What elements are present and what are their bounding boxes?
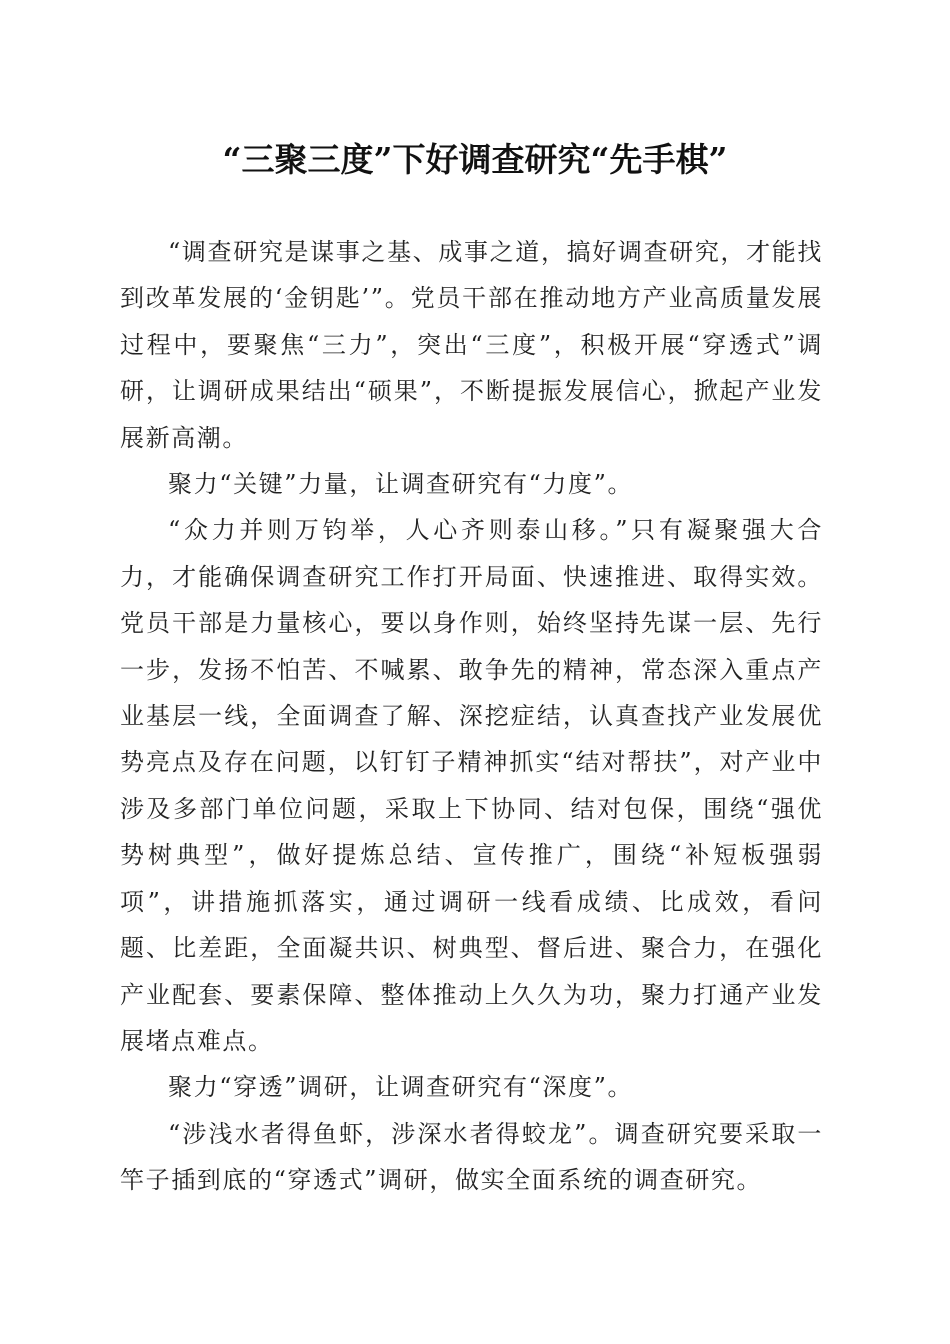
paragraph-intro: “调查研究是谋事之基、成事之道，搞好调查研究，才能找到改革发展的‘金钥匙’”。党员干部在推动地方产业高质量发展过程中，要聚焦“三力”，突出“三度”，积极开展“穿透式”调研，让调研成果结出“硕果”，不断提振发展信心，掀起产业发展新高潮。 — [120, 238, 823, 452]
document-body — [120, 229, 823, 1204]
paragraph-depth: “涉浅水者得鱼虾，涉深水者得蛟龙”。调查研究要采取一竿子插到底的“穿透式”调研，做实全面系统的调查研究。 — [120, 1119, 823, 1195]
section-heading-depth: 聚力“穿透”调研，让调查研究有“深度”。 — [168, 1073, 634, 1102]
section-heading-strength: 聚力“关键”力量，让调查研究有“力度”。 — [168, 470, 634, 499]
paragraph-strength: “众力并则万钧举，人心齐则泰山移。”只有凝聚强大合力，才能确保调查研究工作打开局面、快速推进、取得实效。党员干部是力量核心，要以身作则，始终坚持先谋一层、先行一步，发扬不怕苦、不喊累、敢争先的精神，常态深入重点产业基层一线，全面调查了解、深挖症结，认真查找产业发展优势亮点及存在问题，以钉钉子精神抓实“结对帮扶”，对产业中涉及多部门单位问题，采取上下协同、结对包保，围绕“强优势树典型”，做好提炼总结、宣传推广，围绕“补短板强弱项”，讲措施抓落实，通过调研一线看成绩、比成效，看问题、比差距，全面凝共识、树典型、督后进、聚合力，在强化产业配套、要素保障、整体推动上久久为功，聚力打通产业发展堵点难点。 — [120, 516, 823, 1055]
document-title: “三聚三度”下好调查研究“先手棋” — [222, 140, 728, 179]
